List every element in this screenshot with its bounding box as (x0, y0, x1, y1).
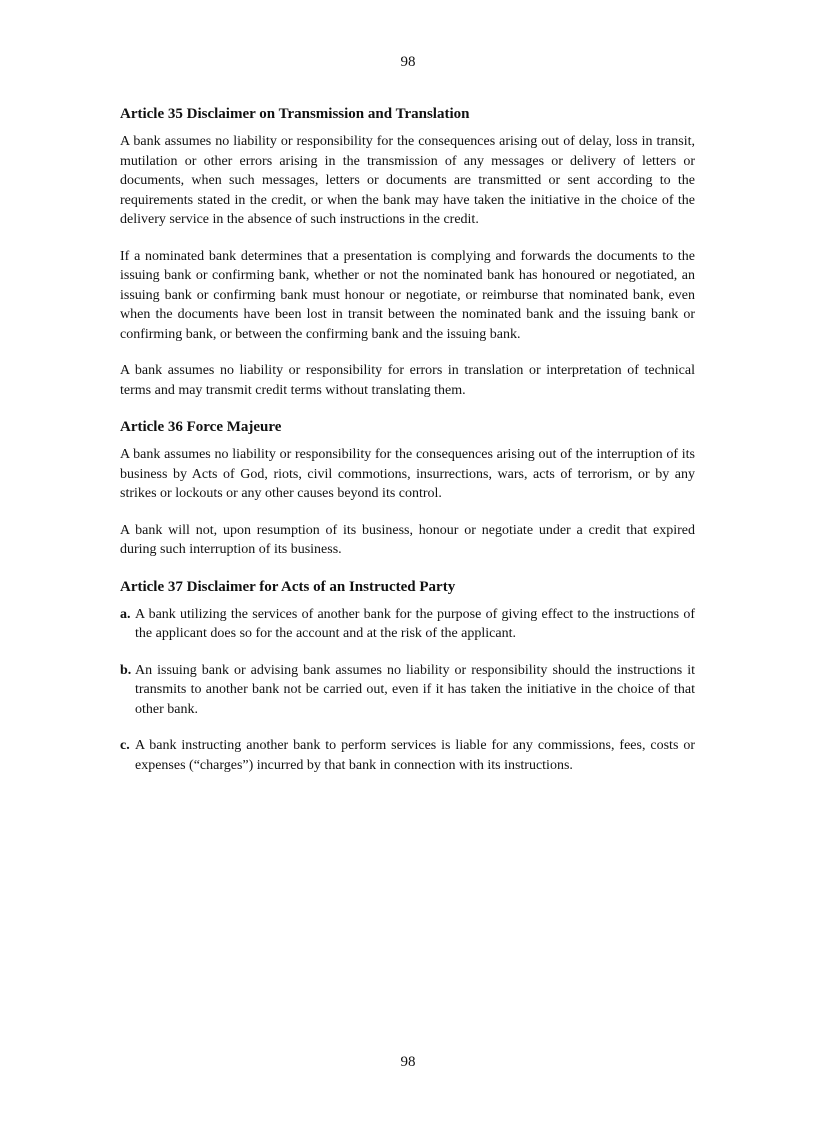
article-heading: Article 35 Disclaimer on Transmission and Translation (120, 106, 470, 122)
paragraph: A bank will not, upon resumption of its business, honour or negotiate under a credit that expired during such interruption of its business. (120, 522, 695, 557)
article-heading: Article 37 Disclaimer for Acts of an Instructed Party (120, 578, 456, 595)
list-marker: b. (120, 662, 132, 678)
list-marker: a. (120, 606, 131, 622)
page-number-bottom: 98 (400, 1054, 416, 1070)
list-item-text: An issuing bank or advising bank assumes no liability or responsibility should the instructions it transmits to another bank not be carried out, even if it has taken the initiative in the choice of that other bank. (135, 662, 695, 717)
list-item-text: A bank instructing another bank to perform services is liable for any commissions, fees, costs or expenses (“charges”) incurred by that bank in connection with its instructions. (135, 738, 695, 773)
list-item-text: A bank utilizing the services of another bank for the purpose of giving effect to the instructions of the applicant does so for the account and at the risk of the applicant. (135, 606, 695, 641)
article-36 (120, 417, 695, 560)
paragraph: A bank assumes no liability or responsibility for the consequences arising out of delay, loss in transit, mutilation or other errors arising in the transmission of any messages or delivery of letters or documents, when such messages, letters or documents are transmitted or sent according to the requirements stated in the credit, or when the bank may have taken the initiative in the choice of the delivery service in the absence of such instructions in the credit. (120, 134, 695, 227)
page-number-top: 98 (400, 54, 416, 70)
paragraph: A bank assumes no liability or responsibility for the consequences arising out of the interruption of its business by Acts of God, riots, civil commotions, insurrections, wars, acts of terrorism, or by any strikes or lockouts or any other causes beyond its control. (120, 447, 695, 501)
article-heading: Article 36 Force Majeure (120, 419, 282, 435)
document-body (120, 104, 695, 792)
paragraph: A bank assumes no liability or responsibility for errors in translation or interpretation of technical terms and may transmit credit terms without translating them. (120, 363, 695, 398)
list-item (120, 605, 695, 644)
list-marker: c. (120, 738, 130, 753)
article-37 (120, 577, 695, 776)
paragraph: If a nominated bank determines that a presentation is complying and forwards the documents to the issuing bank or confirming bank, whether or not the nominated bank has honoured or negotiated, an issuing bank or confirming bank must honour or negotiate, or reimburse that nominated bank, even when the documents have been lost in transit between the nominated bank and the issuing bank or confirming bank, or between the confirming bank and the issuing bank. (120, 248, 695, 342)
list-item (120, 736, 695, 775)
article-35 (120, 104, 695, 400)
list-item (120, 661, 695, 720)
